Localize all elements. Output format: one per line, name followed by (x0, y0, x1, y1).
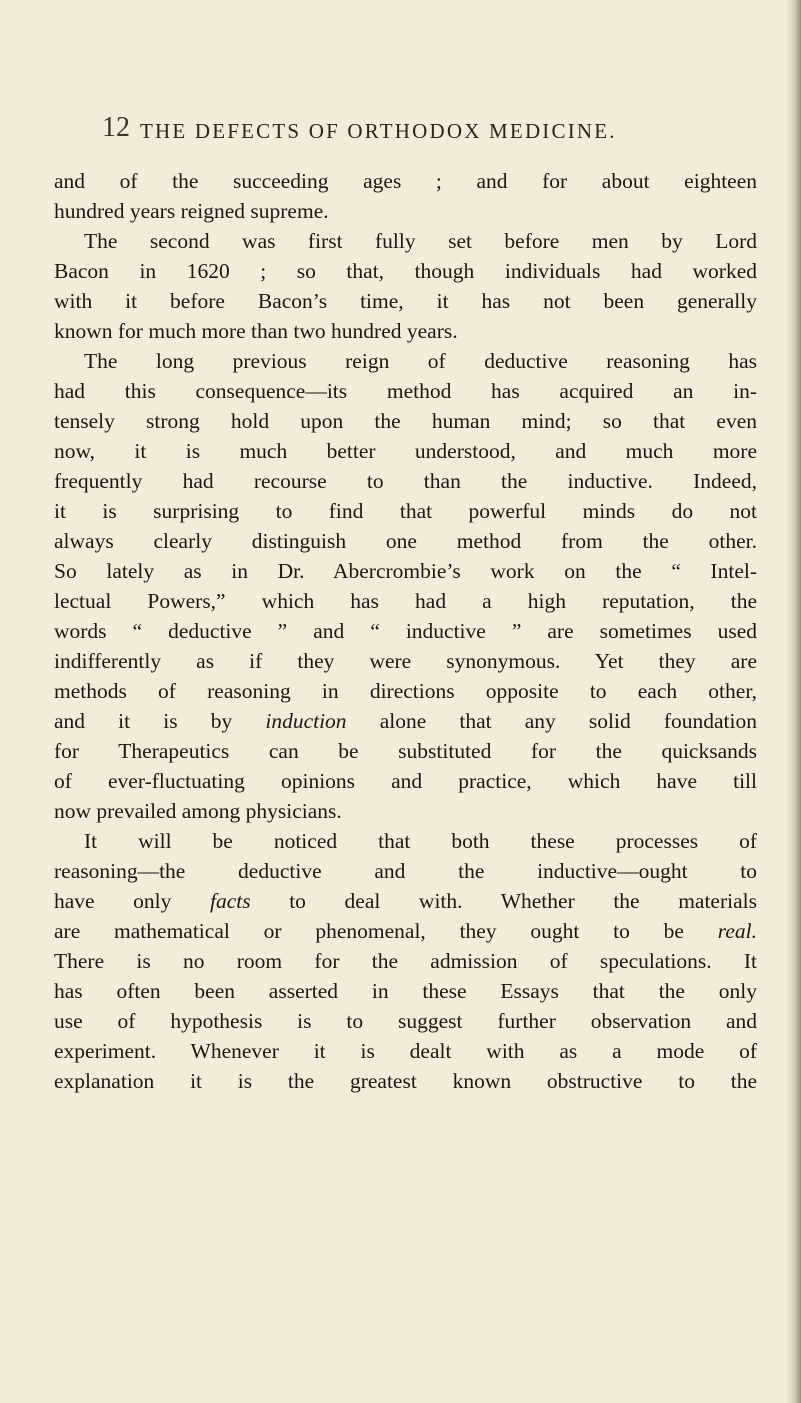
text-line: had this consequence—its method has acquired an in- (54, 379, 757, 403)
text-line: now, it is much better understood, and much more (54, 439, 757, 463)
text-line: always clearly distinguish one method from the other. (54, 529, 757, 553)
text-line: methods of reasoning in directions opposite to each other, (54, 679, 757, 703)
emphasis-induction: induction (265, 709, 347, 733)
text-line: The long previous reign of deductive reasoning has (84, 349, 757, 373)
text-line: It will be noticed that both these processes of (84, 829, 757, 853)
text-line: So lately as in Dr. Abercrombie’s work on the “ Intel- (54, 559, 757, 583)
page-edge-shadow (785, 0, 801, 1403)
text-segment: have only (54, 889, 172, 913)
text-line: hundred years reigned supreme. (54, 199, 329, 223)
text-line: indifferently as if they were synonymous. Yet they are (54, 649, 757, 673)
text-segment: are mathematical or phenomenal, they ought to be (54, 919, 684, 943)
text-line: and of the succeeding ages ; and for about eighteen (54, 169, 757, 193)
text-line: There is no room for the admission of speculations. It (54, 949, 757, 973)
text-line: it is surprising to find that powerful minds do not (54, 499, 757, 523)
text-line: explanation it is the greatest known obstructive to the (54, 1069, 757, 1093)
text-line (54, 706, 757, 736)
page-header (102, 108, 742, 148)
text-line (54, 886, 757, 916)
text-line: has often been asserted in these Essays that the only (54, 979, 757, 1003)
text-line: experiment. Whenever it is dealt with as a mode of (54, 1039, 757, 1063)
text-line: reasoning—the deductive and the inductive—ought to (54, 859, 757, 883)
text-line: for Therapeutics can be substituted for the quicksands (54, 739, 757, 763)
text-line: words “ deductive ” and “ inductive ” are sometimes used (54, 619, 757, 643)
text-line: Bacon in 1620 ; so that, though individuals had worked (54, 259, 757, 283)
text-line: with it before Bacon’s time, it has not been generally (54, 289, 757, 313)
text-line: use of hypothesis is to suggest further observation and (54, 1009, 757, 1033)
emphasis-real: real. (717, 919, 757, 943)
text-line (54, 916, 757, 946)
text-segment: and it is by (54, 709, 233, 733)
body-text (54, 166, 757, 1096)
text-line: known for much more than two hundred years. (54, 319, 458, 343)
text-line: of ever-fluctuating opinions and practice, which have till (54, 769, 757, 793)
text-line: now prevailed among physicians. (54, 799, 342, 823)
text-line: frequently had recourse to than the inductive. Indeed, (54, 469, 757, 493)
text-segment: alone that any solid foundation (379, 709, 757, 733)
text-line: lectual Powers,” which has had a high reputation, the (54, 589, 757, 613)
text-segment: to deal with. Whether the materials (289, 889, 757, 913)
text-line: tensely strong hold upon the human mind; so that even (54, 409, 757, 433)
text-line: The second was first fully set before men by Lord (84, 229, 757, 253)
emphasis-facts: facts (210, 889, 251, 913)
running-title: THE DEFECTS OF ORTHODOX MEDICINE. (140, 119, 617, 143)
page-number: 12 (102, 112, 130, 143)
